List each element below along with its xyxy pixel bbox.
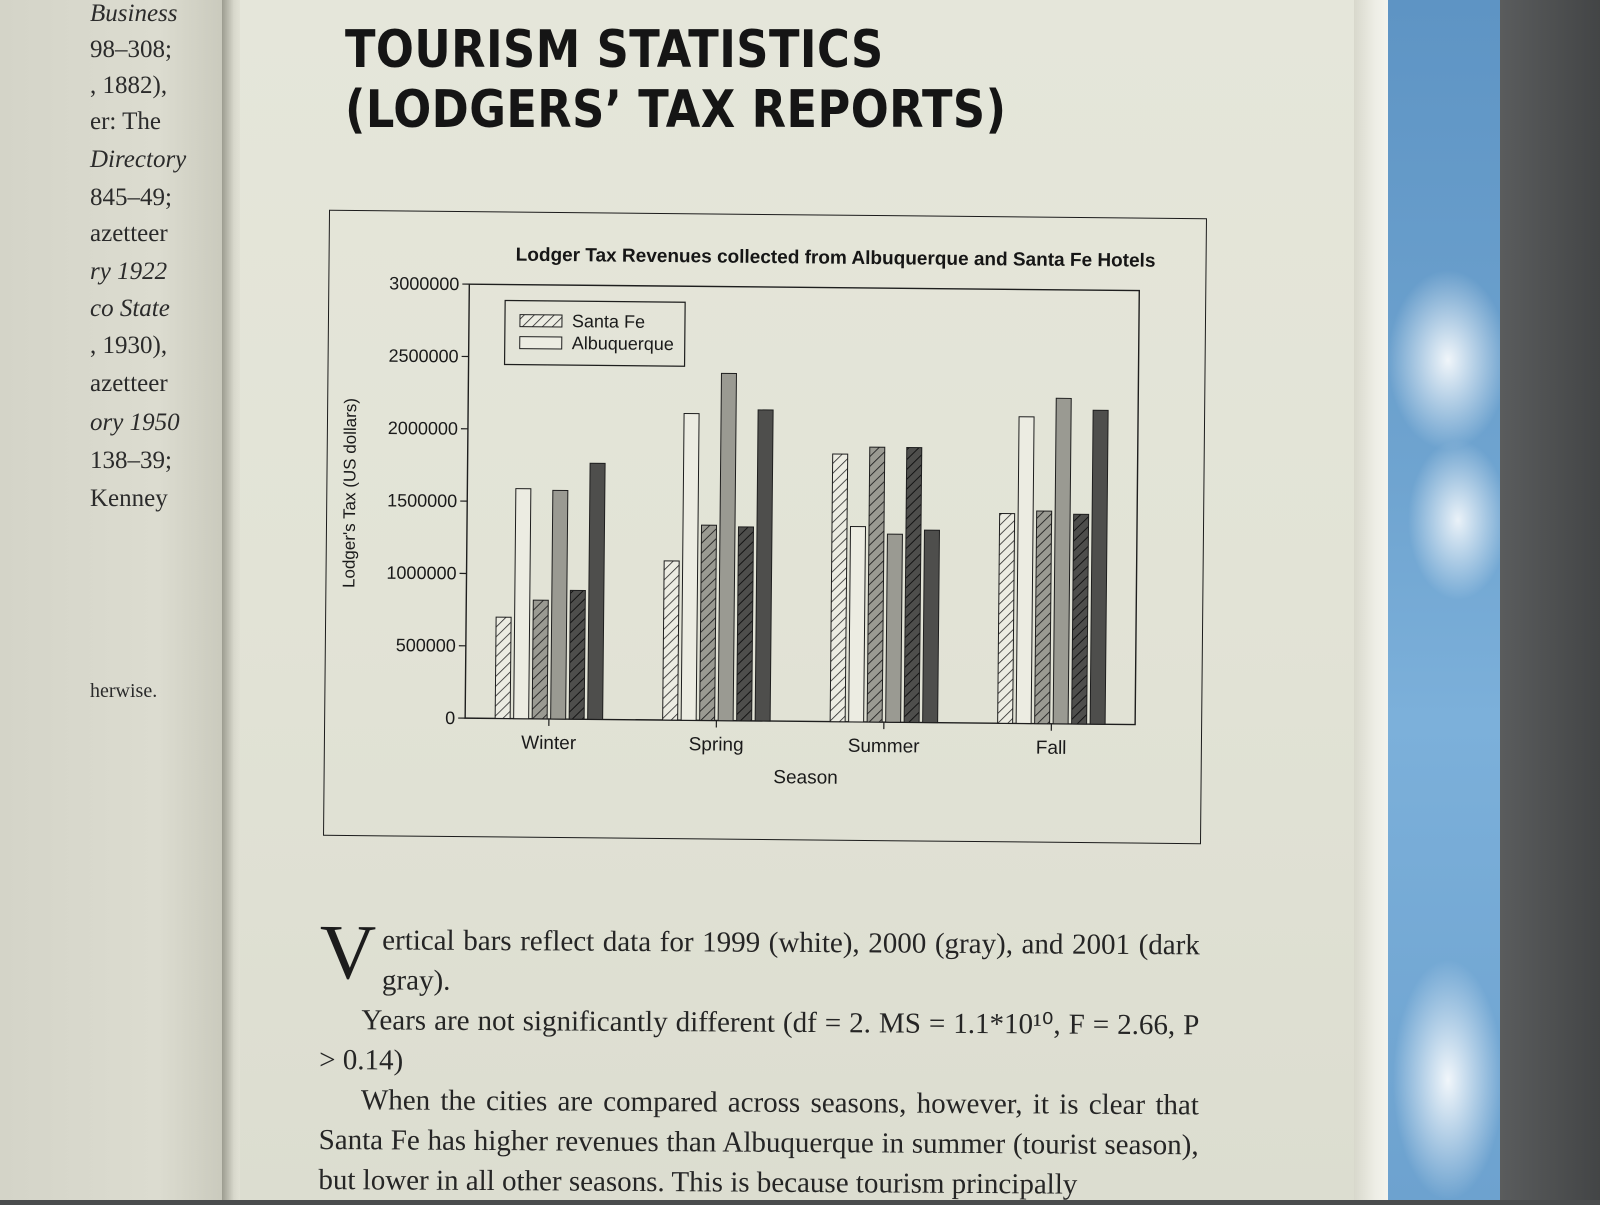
y-tick-label: 2000000 <box>388 418 458 439</box>
x-tick-label: Summer <box>848 736 921 758</box>
page-edge <box>1354 0 1390 1200</box>
bar <box>849 527 866 722</box>
bar <box>551 490 568 719</box>
legend-swatch-albuquerque <box>520 337 562 349</box>
left-page-line: Business <box>90 0 178 28</box>
drop-cap: V <box>320 920 377 984</box>
bar <box>718 373 736 720</box>
plot-area <box>385 273 1140 759</box>
bar <box>663 561 680 720</box>
bar <box>569 590 585 719</box>
legend <box>505 300 686 366</box>
bar <box>923 530 940 723</box>
bar <box>867 447 885 722</box>
background-edge <box>1500 0 1600 1200</box>
y-tick-label: 3000000 <box>389 273 459 294</box>
bar-chart <box>324 211 1206 843</box>
left-page-line: , 1930), <box>90 332 167 360</box>
y-axis-label: Lodger's Tax (US dollars) <box>339 398 360 588</box>
body-text <box>318 920 1200 1205</box>
y-tick-label: 1500000 <box>387 490 457 511</box>
x-tick-label: Winter <box>521 733 577 755</box>
chart-title: Lodger Tax Revenues collected from Albuquerque and Santa Fe Hotels <box>516 245 1156 272</box>
bar <box>755 410 773 721</box>
bar <box>1016 417 1034 724</box>
heading-line-2: (LODGERS’ TAX REPORTS) <box>345 80 1006 140</box>
left-page-line: 845–49; <box>90 184 172 212</box>
page-heading <box>345 20 1006 140</box>
left-page-line: 98–308; <box>90 36 172 64</box>
paragraph-3: When the cities are compared across seasons, however, it is clear that Santa Fe has higher revenues than Albuquerque in summer (tourist season), but lower in all other seasons. This is because tourism principally <box>318 1080 1199 1205</box>
bar <box>700 525 717 720</box>
paragraph-1 <box>320 920 1200 1005</box>
left-page-line: herwise. <box>90 680 157 703</box>
bar <box>830 454 848 722</box>
y-tick-label: 0 <box>445 708 455 728</box>
y-tick-label: 500000 <box>396 635 456 656</box>
bar <box>532 600 548 719</box>
x-tick-label: Spring <box>689 734 744 756</box>
bar <box>495 617 511 718</box>
left-page-line: azetteer <box>90 220 168 248</box>
left-page-line: er: The <box>90 108 161 136</box>
heading-line-1: TOURISM STATISTICS <box>345 20 1006 80</box>
bar <box>514 489 531 719</box>
left-page <box>0 0 226 1200</box>
bar <box>998 513 1015 723</box>
left-page-line: , 1882), <box>90 72 167 100</box>
paragraph-2: Years are not significantly different (df = 2. MS = 1.1*10¹⁰, F = 2.66, P > 0.14) <box>319 1000 1199 1085</box>
left-page-line: azetteer <box>90 370 168 398</box>
bar <box>1035 511 1052 724</box>
left-page-line: ory 1950 <box>90 409 180 437</box>
left-page-line: 138–39; <box>90 447 172 475</box>
paragraph-1-text: ertical bars reflect data for 1999 (white), 2000 (gray), and 2001 (dark gray). <box>382 924 1200 996</box>
bar <box>737 527 754 721</box>
bar <box>1090 410 1108 724</box>
bar <box>1053 398 1071 724</box>
bar <box>1072 514 1089 724</box>
bar <box>904 447 922 722</box>
bar <box>588 463 605 719</box>
bar <box>886 534 903 722</box>
left-page-line: ry 1922 <box>90 258 167 286</box>
left-page-line: Directory <box>90 146 186 174</box>
legend-swatch-santa-fe <box>520 315 562 327</box>
bar <box>681 414 699 721</box>
chart-frame <box>323 210 1207 844</box>
y-tick-label: 1000000 <box>386 563 456 584</box>
x-axis-label: Season <box>773 767 838 789</box>
legend-label-albuquerque: Albuquerque <box>572 333 674 354</box>
legend-label-santa-fe: Santa Fe <box>572 311 645 332</box>
sky-cover-image <box>1388 0 1500 1200</box>
book-spine <box>222 0 242 1200</box>
y-tick-label: 2500000 <box>388 346 458 367</box>
left-page-line: co State <box>90 295 170 323</box>
left-page-line: Kenney <box>90 485 168 513</box>
x-tick-label: Fall <box>1036 738 1067 759</box>
